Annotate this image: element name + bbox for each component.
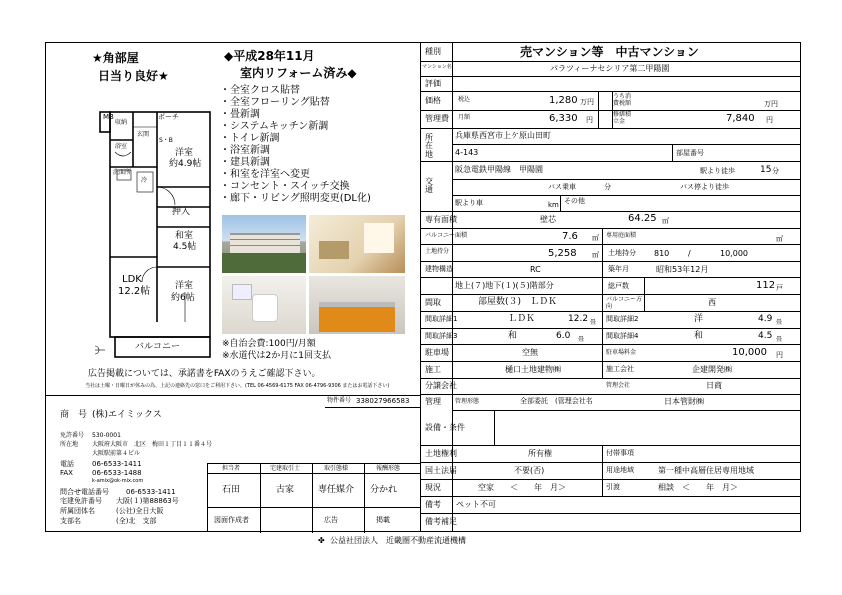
footer-org: 公益社団法人 近畿圏不動産流通機構: [330, 536, 466, 545]
rule: [420, 462, 801, 463]
plan-ldk: LDK: [122, 274, 142, 285]
license2-label: 宅建免許番号: [60, 497, 102, 505]
area-label: 専有面積: [425, 215, 457, 224]
detail3-type: 和: [508, 331, 518, 341]
mgmt-type-label: 管理形態: [455, 398, 480, 405]
feature-item: ・廊下・リビング照明変更(DL化): [220, 193, 371, 204]
zone-value: 第一種中高層住居専用地域: [658, 466, 754, 475]
plan-you1-size: 約4.9帖: [169, 159, 202, 169]
plan-washitsu: 和室: [175, 231, 194, 241]
headline-reform: 室内リフォーム済み◆: [240, 66, 357, 80]
other-label: その他: [564, 197, 585, 205]
builder-label: 施工: [425, 365, 441, 374]
rule: [420, 110, 801, 111]
staff-value: 分かれ: [370, 485, 398, 495]
plan-washitsu-size: 4.5帖: [173, 242, 197, 252]
rule: [452, 179, 801, 180]
detail2-unit: 畳: [776, 319, 783, 326]
line-value: 阪急電鉄甲陽線 甲陽園: [455, 165, 543, 174]
staff-head: 宅建取引士: [270, 465, 301, 472]
loc-1: 兵庫県西宮市上ケ原山田町: [455, 131, 551, 140]
car-label: 駅より車: [455, 199, 483, 207]
feature-item: ・システムキッチン新調: [220, 121, 329, 132]
plan-oshiire: 押入: [172, 207, 191, 217]
detail1-type: ＬＤＫ: [508, 314, 536, 324]
kanri-unit: 円: [586, 116, 593, 124]
feature-item: ・トイレ新調: [220, 133, 280, 144]
rule: [420, 294, 801, 295]
kanri-label: 管理費: [425, 114, 449, 123]
seller-value: 企建開発㈱: [692, 365, 732, 374]
detail1-size: 12.2: [568, 314, 589, 324]
staff-value: 古家: [276, 485, 295, 495]
staff-head: 報酬形態: [376, 465, 401, 472]
type-label: 種別: [425, 47, 441, 56]
detail1-unit: 畳: [590, 319, 597, 326]
headline-corner: ★角部屋: [92, 51, 139, 65]
detail4-label: 間取詳細4: [606, 332, 639, 340]
plan-ldk-size: 12.2帖: [118, 286, 151, 297]
shuzen-value: 7,840: [726, 113, 755, 124]
rule: [602, 445, 603, 496]
license2-value: 大阪(１)第88863号: [116, 497, 179, 505]
traffic-label: 交通: [425, 177, 433, 195]
parking-label: 駐車場: [425, 348, 449, 357]
area-value: 64.25: [628, 213, 657, 224]
dir-label: バルコニー方向: [606, 296, 643, 310]
rule: [420, 513, 801, 514]
shuzen-unit: 円: [766, 116, 773, 124]
price-value: 1,280: [549, 95, 578, 106]
plan-you2-size: 約6帖: [171, 293, 195, 303]
feature-item: ・建具新調: [220, 157, 270, 168]
addr-2: 大阪駅前第４ビル: [92, 450, 141, 457]
rule: [420, 61, 801, 62]
fax-label: FAX: [60, 469, 73, 477]
rule: [420, 128, 801, 129]
staff-head: 担当者: [222, 465, 241, 472]
bus-label: バス乗車: [548, 183, 576, 191]
memo-label: 評価: [425, 79, 441, 88]
fee-water: ※水道代は2か月に1回支払: [222, 351, 331, 361]
units-unit: 戸: [776, 284, 783, 292]
addr-label: 所在地: [60, 441, 79, 448]
rule: [420, 394, 801, 395]
staff-table: [207, 463, 420, 532]
detail2-size: 4.9: [758, 314, 773, 324]
row2-label2: 広告: [324, 516, 338, 524]
branch-value: (全)北 支部: [116, 517, 157, 525]
tax-label: うち消費税額: [613, 93, 632, 107]
tel-label: 電話: [60, 460, 74, 468]
built-label: 築年月: [608, 265, 629, 273]
rule: [672, 144, 673, 161]
remarks-label: 備考補足: [425, 517, 457, 526]
branch-label: 支部名: [60, 517, 81, 525]
dir-value: 西: [708, 298, 716, 307]
cond-label: 設備・条件: [425, 423, 465, 432]
seller-label: 施工会社: [606, 365, 634, 373]
rule: [602, 228, 603, 378]
rule: [260, 464, 261, 533]
plan-genkan: 玄関: [137, 131, 150, 138]
detail3-label: 間取詳細3: [425, 332, 458, 340]
row2-val2: 掲載: [376, 516, 390, 524]
private-label: 専用庭面積: [606, 232, 637, 239]
parking-fee-label: 駐車場料金: [606, 349, 637, 356]
name-value: パラツィーナセシリア第二甲陽園: [550, 64, 670, 73]
detail2-type: 洋: [694, 314, 704, 324]
plan-you1: 洋室: [175, 148, 194, 158]
license-value: 530-0001: [92, 432, 121, 439]
layout-label: 間取: [425, 298, 441, 307]
rule: [452, 42, 453, 532]
plan-balcony: バルコニー: [135, 342, 181, 352]
tax-unit: 万円: [764, 100, 778, 108]
shuzen-label: 修繕積立金: [613, 111, 632, 125]
rule: [364, 464, 365, 533]
units-value: 112: [756, 280, 776, 291]
rule: [420, 344, 801, 345]
handover-label: 引渡: [606, 483, 620, 491]
struct-label: 建物構造: [425, 265, 453, 273]
built-value: 昭和53年12月: [656, 265, 709, 274]
photo-bathroom: [222, 276, 306, 334]
plan-fridge: 冷: [141, 177, 148, 184]
mgmt-label: 管理: [425, 397, 441, 406]
rule: [452, 410, 801, 411]
loc-label: 所在地: [425, 133, 433, 159]
land-unit: ㎡: [592, 251, 599, 259]
rule: [452, 195, 801, 196]
share-den: 10,000: [720, 249, 748, 258]
detail4-unit: 畳: [776, 336, 783, 343]
detail3-unit: 畳: [578, 336, 585, 343]
walk-unit: 分: [772, 167, 779, 175]
law-label: 国土法届: [425, 466, 457, 475]
land-value: 5,258: [548, 248, 577, 259]
plan-bath: 浴室: [115, 143, 128, 150]
rule: [420, 378, 801, 379]
area-unit: ㎡: [662, 217, 669, 225]
kanri-sub: 月額: [458, 114, 471, 121]
walk-value: 15: [760, 165, 772, 175]
rule: [420, 496, 801, 497]
rule: [420, 445, 801, 446]
notes-value: ペット不可: [456, 500, 496, 509]
rights-value: 所有権: [528, 449, 552, 458]
rule: [325, 407, 420, 408]
photo-building-exterior: [222, 215, 306, 273]
loc-2: 4-143: [455, 148, 479, 157]
headline-date: ◆平成28年11月: [224, 49, 315, 63]
balc-label: バルコニー面積: [425, 232, 468, 239]
left-divider: [45, 395, 420, 396]
rule: [420, 76, 801, 77]
feature-item: ・和室を洋室へ変更: [220, 169, 310, 180]
rule: [560, 195, 561, 211]
notes-label: 備考: [425, 500, 441, 509]
plan-you2: 洋室: [175, 281, 194, 291]
assoc-value: (公社)全日大阪: [116, 507, 164, 515]
ad-note: 広告掲載については、承諾書をFAXのうえご確認下さい。: [88, 369, 321, 379]
detail4-type: 和: [694, 331, 704, 341]
price-unit: 万円: [580, 98, 594, 106]
detail2-label: 間取詳細2: [606, 315, 639, 323]
rule: [452, 144, 801, 145]
rule: [598, 91, 599, 128]
mgmt-co-value: 日商: [706, 381, 722, 390]
mgmt-name-value: 日本管財㈱: [664, 397, 704, 406]
mgmt-type-value: 全部委託 (管理会社名: [520, 397, 593, 405]
license-label: 免許番号: [60, 432, 85, 439]
feature-item: ・浴室新調: [220, 145, 270, 156]
plan-washroom: 洗面所: [113, 169, 132, 176]
detail3-size: 6.0: [556, 331, 571, 341]
floors-value: 地上(７)地下(１)(５)階部分: [455, 281, 554, 290]
photo-living-room: [309, 215, 405, 273]
rule: [420, 161, 801, 162]
plan-shuno: 収納: [115, 119, 128, 126]
rights-label: 土地権利: [425, 449, 457, 458]
tel-value: 06-6533-1411: [92, 460, 142, 468]
floor-plan: [95, 92, 220, 362]
rule: [420, 91, 801, 92]
rule: [420, 479, 801, 480]
car-unit: km: [548, 201, 559, 209]
feature-item: ・コンセント・スイッチ交換: [220, 181, 350, 192]
feature-item: ・全室フローリング貼替: [220, 97, 330, 108]
type-value: 売マンション等 中古マンション: [520, 45, 699, 59]
rule: [420, 244, 801, 245]
area-sub: 壁芯: [540, 215, 556, 224]
rule: [420, 361, 801, 362]
detail1-label: 間取詳細1: [425, 315, 458, 323]
contact-label: 問合せ電話番号: [60, 488, 109, 496]
zone-label: 用途地域: [606, 466, 634, 474]
law-value: 不要(否): [514, 466, 545, 475]
fax-value: 06-6533-1488: [92, 469, 142, 477]
price-tax: 税込: [458, 96, 471, 103]
units-label: 総戸数: [608, 282, 629, 290]
bus-unit: 分: [604, 183, 611, 191]
name-label: マンション名: [422, 64, 452, 70]
headline-sunny: 日当り良好★: [98, 69, 169, 83]
rule: [208, 507, 421, 508]
share-sep: /: [688, 249, 691, 258]
share-label: 土地持分: [608, 249, 636, 257]
builder-value: 樋口土地建物㈱: [505, 365, 561, 374]
detail4-size: 4.5: [758, 331, 773, 341]
kanri-value: 6,330: [549, 113, 578, 124]
code-value: 338027966583: [356, 397, 410, 405]
photo-kitchen: [309, 276, 405, 334]
struct-value: RC: [530, 265, 541, 274]
parking-value: 空無: [522, 348, 538, 357]
footer-icon: ✤: [318, 536, 325, 545]
staff-value: 専任媒介: [318, 485, 355, 495]
rule: [420, 228, 801, 229]
rule: [208, 473, 421, 474]
plan-sb: S・B: [159, 137, 173, 144]
layout-value: 部屋数(３) ＬＤＫ: [478, 297, 558, 307]
assoc-label: 所属団体名: [60, 507, 95, 515]
parking-fee-unit: 円: [776, 351, 783, 359]
rule: [420, 261, 801, 262]
mgmt-co-label2: 管理会社: [606, 382, 631, 389]
balc-unit: ㎡: [592, 234, 599, 242]
price-label: 価格: [425, 96, 441, 105]
status-label: 現況: [425, 483, 441, 492]
plan-porch: ポーチ: [158, 113, 179, 121]
rule: [494, 410, 495, 445]
staff-head: 取引態様: [324, 465, 349, 472]
staff-value: 石田: [222, 485, 241, 495]
addr-1: 大阪府大阪市 北区 梅田１丁目１１番４号: [92, 441, 213, 448]
rule: [420, 211, 801, 212]
land-label: 土地持分: [425, 248, 450, 255]
parking-fee-value: 10,000: [732, 347, 767, 358]
mgmt-co-label: 分譲会社: [425, 381, 457, 390]
rule: [420, 328, 801, 329]
trade-name: (株)エイミックス: [92, 410, 162, 420]
fee-jichikai: ※自治会費:100円/月額: [222, 339, 316, 349]
room-no-label: 部屋番号: [676, 149, 704, 157]
walk-label: 駅より徒歩: [700, 167, 735, 175]
handover-value: 相談 ＜ 年 月＞: [658, 483, 738, 492]
share-num: 810: [654, 249, 670, 258]
feature-item: ・全室クロス貼替: [220, 85, 300, 96]
balc-value: 7.6: [562, 231, 578, 242]
trade-label: 商 号: [60, 410, 88, 420]
ad-small-note: 当社は土曜・日曜日が休みの為、上記の連絡先の窓口をご利用下さい。(TEL 06-4569-6175 FAX 06-4796-9306 またはお電話下さい): [85, 383, 390, 389]
extra-label: 付帯事項: [606, 449, 634, 457]
rule: [312, 464, 313, 533]
busstop-label: バス停より徒歩: [680, 183, 729, 191]
center-divider: [420, 42, 421, 532]
code-label: 物件番号: [327, 397, 352, 404]
private-unit: ㎡: [776, 235, 783, 243]
rule: [420, 277, 801, 278]
plan-mb: MB: [103, 113, 114, 121]
rule: [420, 311, 801, 312]
contact-value: 06-6533-1411: [126, 488, 176, 496]
rule: [644, 278, 645, 312]
status-value: 空家 ＜ 年 月＞: [478, 483, 566, 492]
mail-value: k-amix@ok-mix.com: [92, 478, 144, 484]
feature-item: ・畳新調: [220, 109, 260, 120]
row2-label: 図面作成者: [214, 516, 249, 524]
